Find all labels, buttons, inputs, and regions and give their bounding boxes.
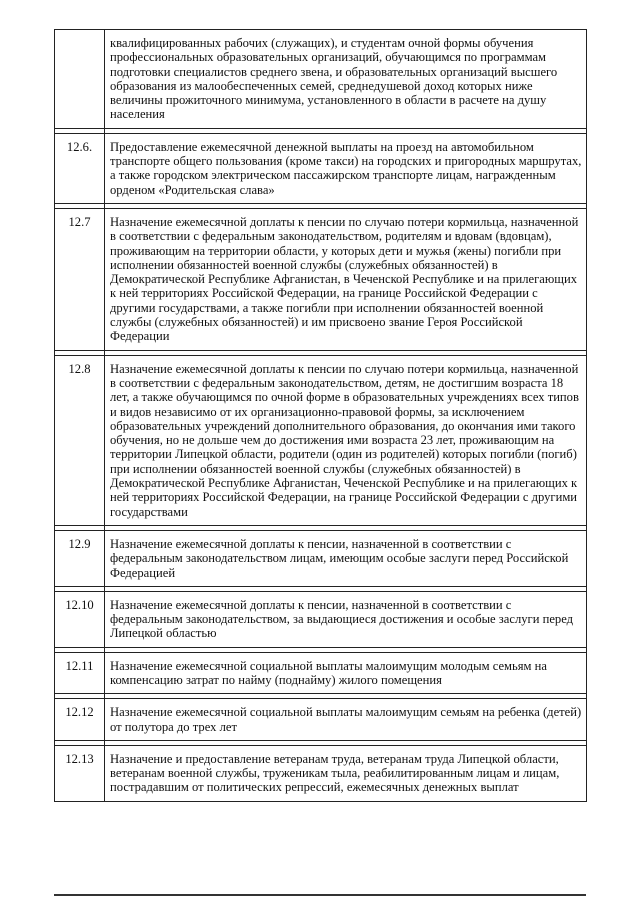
table-row bbox=[55, 208, 587, 350]
table-row bbox=[55, 133, 587, 203]
table-row bbox=[55, 530, 587, 586]
row-number: 12.11 bbox=[55, 652, 105, 694]
row-number bbox=[55, 30, 105, 129]
table-row bbox=[55, 591, 587, 647]
table-row bbox=[55, 355, 587, 525]
row-text: Предоставление ежемесячной денежной выплаты на проезд на автомобильном транспорте общего пользования (кроме такси) на городских и пригородных маршрутах, а также городском электрическом пассажирском транспорте лицам, награжденным орденом «Родительская слава» bbox=[105, 133, 587, 203]
row-text: Назначение ежемесячной социальной выплаты малоимущим семьям на ребенка (детей) от полутора до трех лет bbox=[105, 699, 587, 741]
row-text: квалифицированных рабочих (служащих), и студентам очной формы обучения профессиональных образовательных организаций, обучающимся по программам подготовки специалистов среднего звена, и образовательных организаций высшего образования из малообеспеченных семей, среднедушевой доход которых ниже величины прожиточного минимума, установленного в области в расчете на душу населения bbox=[105, 30, 587, 129]
row-text: Назначение ежемесячной доплаты к пенсии по случаю потери кормильца, назначенной в соответствии с федеральным законодательством, детям, не достигшим возраста 18 лет, а также обучающимся по очной форме в образовательных учреждениях всех типов и видов независимо от их организационно-правовой формы, за исключением образовательных учреждений дополнительного образования, до окончания ими такого обучения, но не дольше чем до достижения ими возраста 23 лет, проживающим на территории Липецкой области, родители (один из родителей) которых погибли (погиб) при исполнении обязанностей военной службы (служебных обязанностей) в Демократической Республике Афганистан, Чеченской Республике и на прилегающих к ней территориях Российской Федерации, на границе Российской Федерации с другими государствами bbox=[105, 355, 587, 525]
row-text: Назначение ежемесячной социальной выплаты малоимущим молодым семьям на компенсацию затрат по найму (поднайму) жилого помещения bbox=[105, 652, 587, 694]
row-number: 12.8 bbox=[55, 355, 105, 525]
row-text: Назначение ежемесячной доплаты к пенсии по случаю потери кормильца, назначенной в соответствии с федеральным законодательством, родителям и вдовам (вдовцам), проживающим на территории области, у которых дети и мужья (жены) погибли при исполнении обязанностей военной службы (служебных обязанностей) в Демократической Республике Афганистан, в Чеченской Республике и на прилегающих к ней территориях Российской Федерации, на границе Российской Федерации с другими государствами, а также погибли при исполнении обязанностей военной службы (служебных обязанностей) и им присвоено звание Героя Российской Федерации bbox=[105, 208, 587, 350]
row-number: 12.9 bbox=[55, 530, 105, 586]
table-row bbox=[55, 652, 587, 694]
row-text: Назначение и предоставление ветеранам труда, ветеранам труда Липецкой области, ветеранам военной службы, труженикам тыла, реабилитированным лицам и лицам, пострадавшим от политических репрессий, ежемесячных денежных выплат bbox=[105, 745, 587, 801]
row-text: Назначение ежемесячной доплаты к пенсии, назначенной в соответствии с федеральным законодательством, за выдающиеся достижения и особые заслуги перед Липецкой областью bbox=[105, 591, 587, 647]
row-number: 12.12 bbox=[55, 699, 105, 741]
services-table bbox=[54, 29, 587, 802]
table-row bbox=[55, 30, 587, 129]
row-text: Назначение ежемесячной доплаты к пенсии, назначенной в соответствии с федеральным законодательством лицам, имеющим особые заслуги перед Российской Федерацией bbox=[105, 530, 587, 586]
row-number: 12.6. bbox=[55, 133, 105, 203]
page-bottom-rule bbox=[54, 894, 586, 896]
row-number: 12.13 bbox=[55, 745, 105, 801]
table-row bbox=[55, 745, 587, 801]
row-number: 12.10 bbox=[55, 591, 105, 647]
table-row bbox=[55, 699, 587, 741]
row-number: 12.7 bbox=[55, 208, 105, 350]
